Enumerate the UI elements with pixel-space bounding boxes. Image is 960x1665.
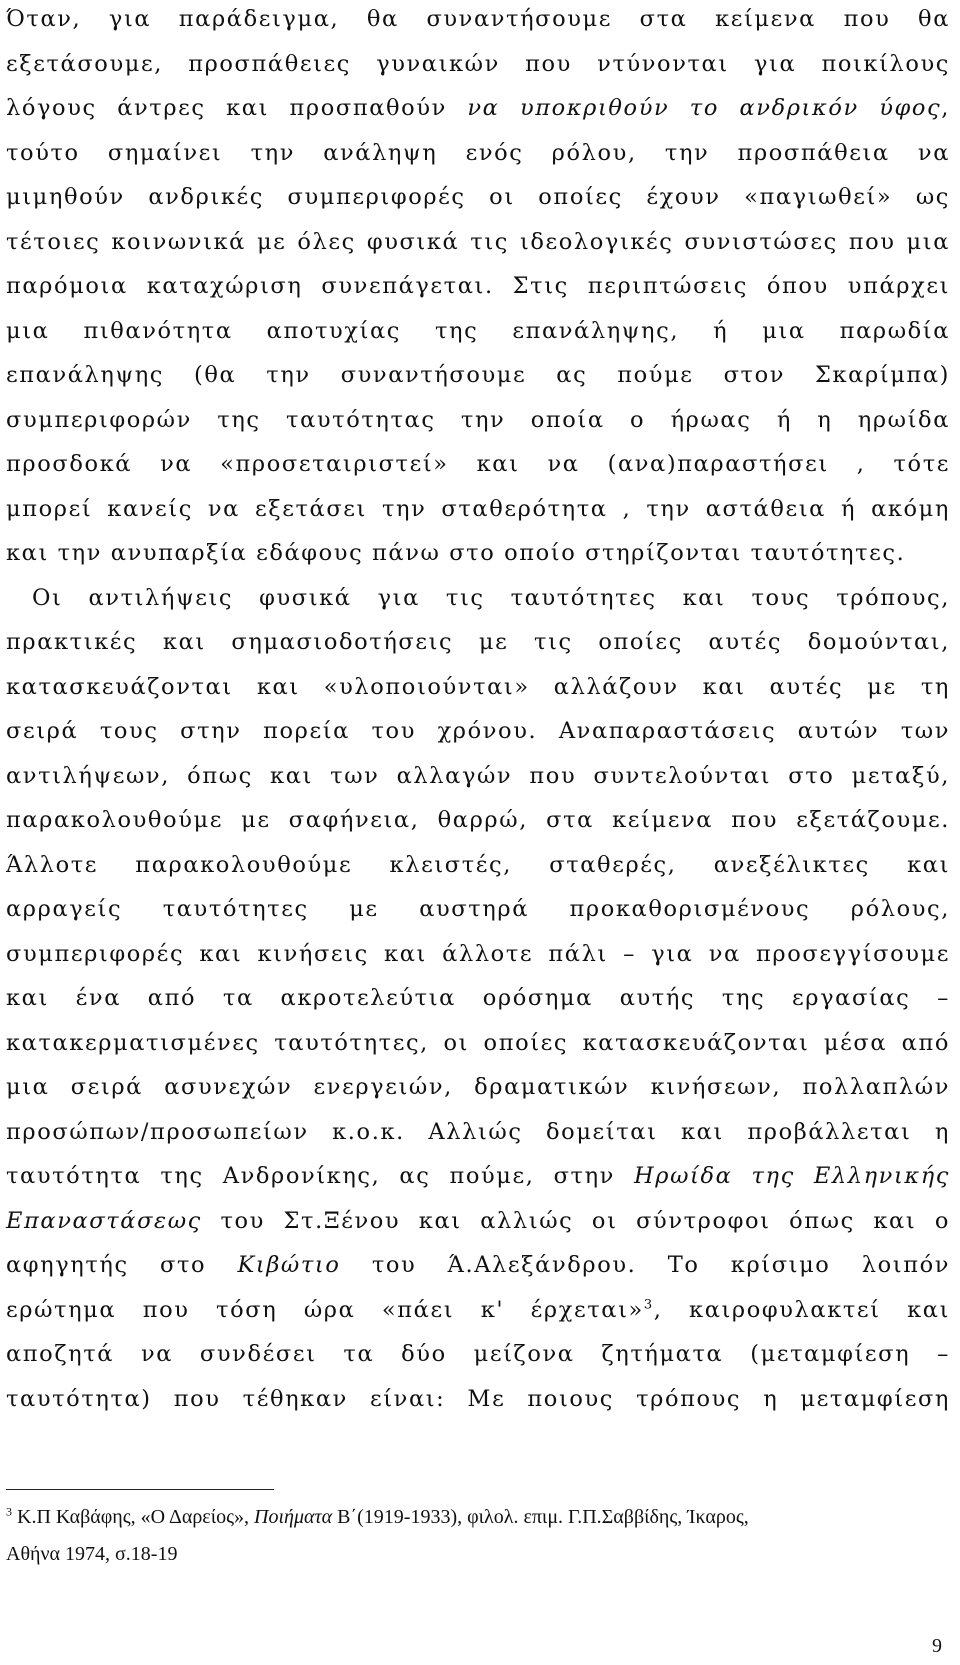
footnote-text: Κ.Π Καβάφης, «Ο Δαρείος»,	[12, 1506, 255, 1528]
italic-phrase: να υποκριθούν το ανδρικόν ύφος	[467, 95, 942, 121]
text-run: Οι αντιλήψεις φυσικά για τις ταυτότητες και τους τρόπους,	[32, 585, 950, 611]
text-line	[6, 93, 950, 123]
text-line	[6, 138, 950, 168]
text-run: τέτοιες κοινωνικά με όλες φυσικά τις ιδεολογικές συνιστώσες που μια	[6, 229, 950, 255]
text-run: , καιροφυλακτεί και	[653, 1297, 950, 1323]
text-run: αντιλήψεων, όπως και των αλλαγών που συντελούνται στο μεταξύ,	[6, 763, 950, 789]
footnote-separator	[6, 1489, 274, 1490]
text-line	[6, 1384, 950, 1414]
text-run: αποζητά να συνδέσει τα δύο μείζονα ζητήματα (μεταμφίεση –	[6, 1341, 950, 1367]
footnote-continuation	[6, 1541, 950, 1567]
text-run: σειρά τους στην πορεία του χρόνου. Αναπαραστάσεις αυτών των	[6, 718, 950, 744]
text-run: αρραγείς ταυτότητες με αυστηρά προκαθορισμένους ρόλους,	[6, 896, 950, 922]
text-line	[6, 761, 950, 791]
text-run: και ένα από τα ακροτελεύτια ορόσημα αυτής της εργασίας –	[6, 985, 950, 1011]
text-line	[6, 850, 950, 880]
text-line	[6, 1161, 950, 1191]
text-line	[6, 182, 950, 212]
italic-title: Ηρωίδα της Ελληνικής	[634, 1163, 951, 1189]
text-line	[6, 4, 950, 34]
text-line	[32, 583, 950, 613]
text-run: παρακολουθούμε με σαφήνεια, θαρρώ, στα κείμενα που εξετάζουμε.	[6, 807, 950, 833]
text-run: μια πιθανότητα αποτυχίας της επανάληψης, ή μια παρωδία	[6, 318, 950, 344]
text-line	[6, 1250, 950, 1280]
text-line	[6, 227, 950, 257]
text-run: συμπεριφορές και κινήσεις και άλλοτε πάλι – για να προσεγγίσουμε	[6, 941, 950, 967]
text-line	[6, 672, 950, 702]
text-line	[6, 449, 950, 479]
footnote-marker: 3	[6, 1504, 12, 1519]
text-run: ,	[941, 95, 951, 121]
italic-title: Κιβώτιο	[237, 1252, 341, 1278]
text-run: του Στ.Ξένου και αλλιώς οι σύντροφοι όπως και ο	[201, 1208, 950, 1234]
text-run: κατασκευάζονται και «υλοποιούνται» αλλάζουν και αυτές με τη	[6, 674, 950, 700]
italic-title: Επαναστάσεως	[6, 1208, 202, 1234]
text-run: τούτο σημαίνει την ανάληψη ενός ρόλου, την προσπάθεια να	[6, 140, 950, 166]
text-run: Όταν, για παράδειγμα, θα συναντήσουμε στα κείμενα που θα	[6, 6, 950, 32]
text-run: παρόμοια καταχώριση συνεπάγεται. Στις περιπτώσεις όπου υπάρχει	[6, 273, 950, 299]
footnote-reference[interactable]: 3	[643, 1297, 654, 1313]
text-line	[6, 405, 950, 435]
text-run: μπορεί κανείς να εξετάσει την σταθερότητα , την αστάθεια ή ακόμη	[6, 496, 950, 522]
text-line	[6, 271, 950, 301]
text-run: εξετάσουμε, προσπάθειες γυναικών που ντύνονται για ποικίλους	[6, 51, 950, 77]
text-run: του Ά.Αλεξάνδρου. Το κρίσιμο λοιπόν	[340, 1252, 951, 1278]
text-run: πρακτικές και σημασιοδοτήσεις με τις οποίες αυτές δομούνται,	[6, 629, 950, 655]
text-line	[6, 494, 950, 524]
text-run: αφηγητής στο	[6, 1252, 238, 1278]
footnote-text: Β΄(1919-1933), φιλολ. επιμ. Γ.Π.Σαββίδης, Ίκαρος,	[332, 1506, 749, 1528]
text-line	[6, 1028, 950, 1058]
text-line	[6, 316, 950, 346]
text-run: Άλλοτε παρακολουθούμε κλειστές, σταθερές, ανεξέλικτες και	[6, 852, 950, 878]
text-run: επανάληψης (θα την συναντήσουμε ας πούμε στον Σκαρίμπα)	[6, 362, 950, 388]
footnote-text: Αθήνα 1974, σ.18-19	[6, 1543, 178, 1565]
text-line	[6, 939, 950, 969]
footnote-italic-title: Ποιήματα	[254, 1506, 333, 1528]
text-run: προσδοκά να «προσεταιριστεί» και να (ανα)παραστήσει , τότε	[6, 451, 950, 477]
text-line	[6, 627, 950, 657]
text-run: μια σειρά ασυνεχών ενεργειών, δραματικών κινήσεων, πολλαπλών	[6, 1074, 950, 1100]
page-number: 9	[932, 1635, 942, 1657]
text-run: και την ανυπαρξία εδάφους πάνω στο οποίο στηρίζονται ταυτότητες.	[6, 540, 906, 566]
text-run: κατακερματισμένες ταυτότητες, οι οποίες κατασκευάζονται μέσα από	[6, 1030, 950, 1056]
text-run: ερώτημα που τόση ώρα «πάει κ' έρχεται»	[6, 1297, 644, 1323]
text-run: προσώπων/προσωπείων κ.ο.κ. Αλλιώς δομείται και προβάλλεται η	[6, 1119, 950, 1145]
text-run: συμπεριφορών της ταυτότητας την οποία ο ήρωας ή η ηρωίδα	[6, 407, 950, 433]
text-line	[6, 894, 950, 924]
text-run: λόγους άντρες και προσπαθούν	[6, 95, 468, 121]
text-line	[6, 538, 950, 568]
text-line	[6, 805, 950, 835]
text-line	[6, 360, 950, 390]
footnote	[6, 1504, 950, 1530]
text-line	[6, 716, 950, 746]
text-run: μιμηθούν ανδρικές συμπεριφορές οι οποίες έχουν «παγιωθεί» ως	[6, 184, 950, 210]
text-line	[6, 1339, 950, 1369]
text-line	[6, 1117, 950, 1147]
text-run: ταυτότητα της Ανδρονίκης, ας πούμε, στην	[6, 1163, 635, 1189]
text-line	[6, 983, 950, 1013]
text-line	[6, 1206, 950, 1236]
text-run: ταυτότητα) που τέθηκαν είναι: Με ποιους τρόπους η μεταμφίεση	[6, 1386, 950, 1412]
text-line	[6, 49, 950, 79]
text-line	[6, 1072, 950, 1102]
text-line	[6, 1295, 950, 1325]
